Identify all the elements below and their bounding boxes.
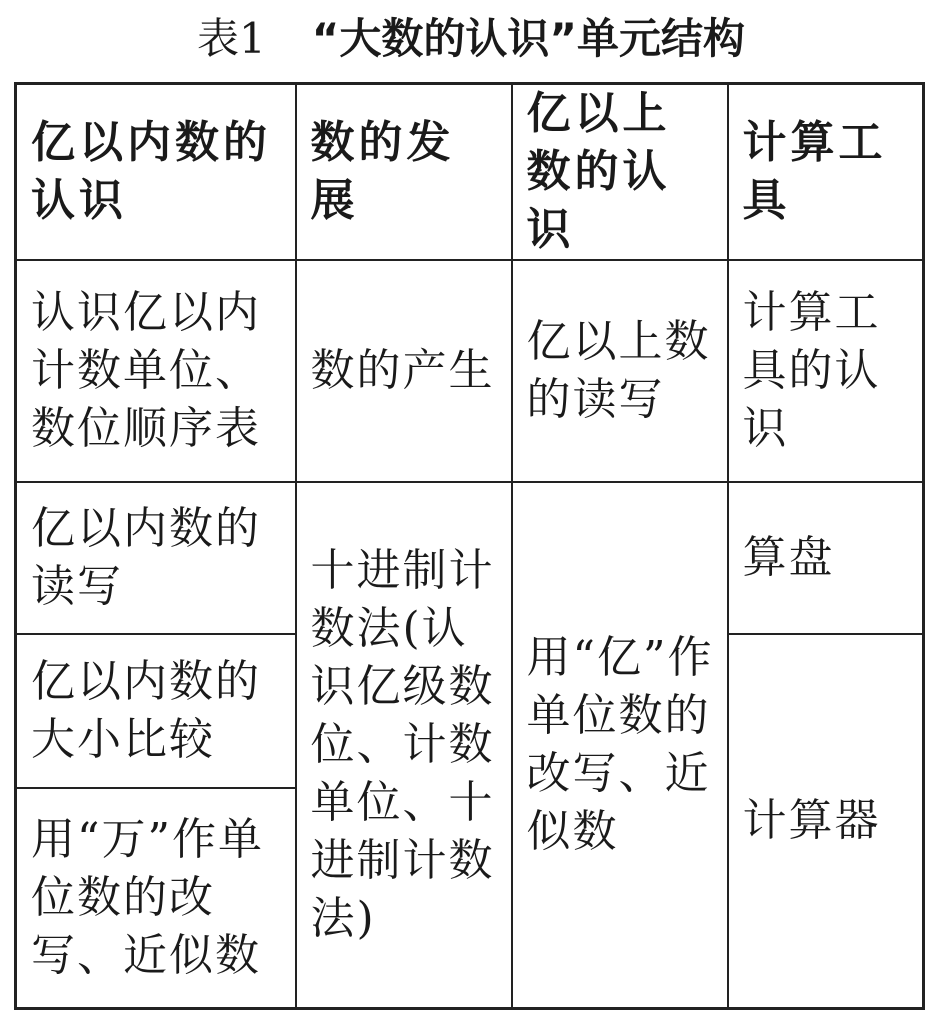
table-cell: 算盘	[728, 482, 924, 634]
header-cell: 亿以内数的认识	[16, 84, 296, 261]
table-row	[16, 482, 924, 634]
table-row	[16, 260, 924, 482]
table-cell: 认识亿以内计数单位、数位顺序表	[16, 260, 296, 482]
header-cell: 数的发展	[296, 84, 512, 261]
table-number: 表1	[197, 14, 266, 63]
header-cell: 计算工具	[728, 84, 924, 261]
table-caption	[0, 8, 942, 64]
unit-structure-table	[14, 82, 925, 1010]
table-title: “大数的认识”单元结构	[311, 14, 745, 63]
table-cell: 用“万”作单位数的改写、近似数	[16, 788, 296, 1008]
table-cell: 数的产生	[296, 260, 512, 482]
table-cell: 计算工具的认识	[728, 260, 924, 482]
table-cell: 亿以内数的大小比较	[16, 634, 296, 788]
table-cell: 亿以上数的读写	[512, 260, 728, 482]
table-cell: 亿以内数的读写	[16, 482, 296, 634]
table-cell: 用“亿”作单位数的改写、近似数	[512, 482, 728, 1008]
table-cell: 计算器	[728, 634, 924, 1008]
header-cell: 亿以上数的认识	[512, 84, 728, 261]
header-row	[16, 84, 924, 261]
table-cell: 十进制计数法(认识亿级数位、计数单位、十进制计数法)	[296, 482, 512, 1008]
